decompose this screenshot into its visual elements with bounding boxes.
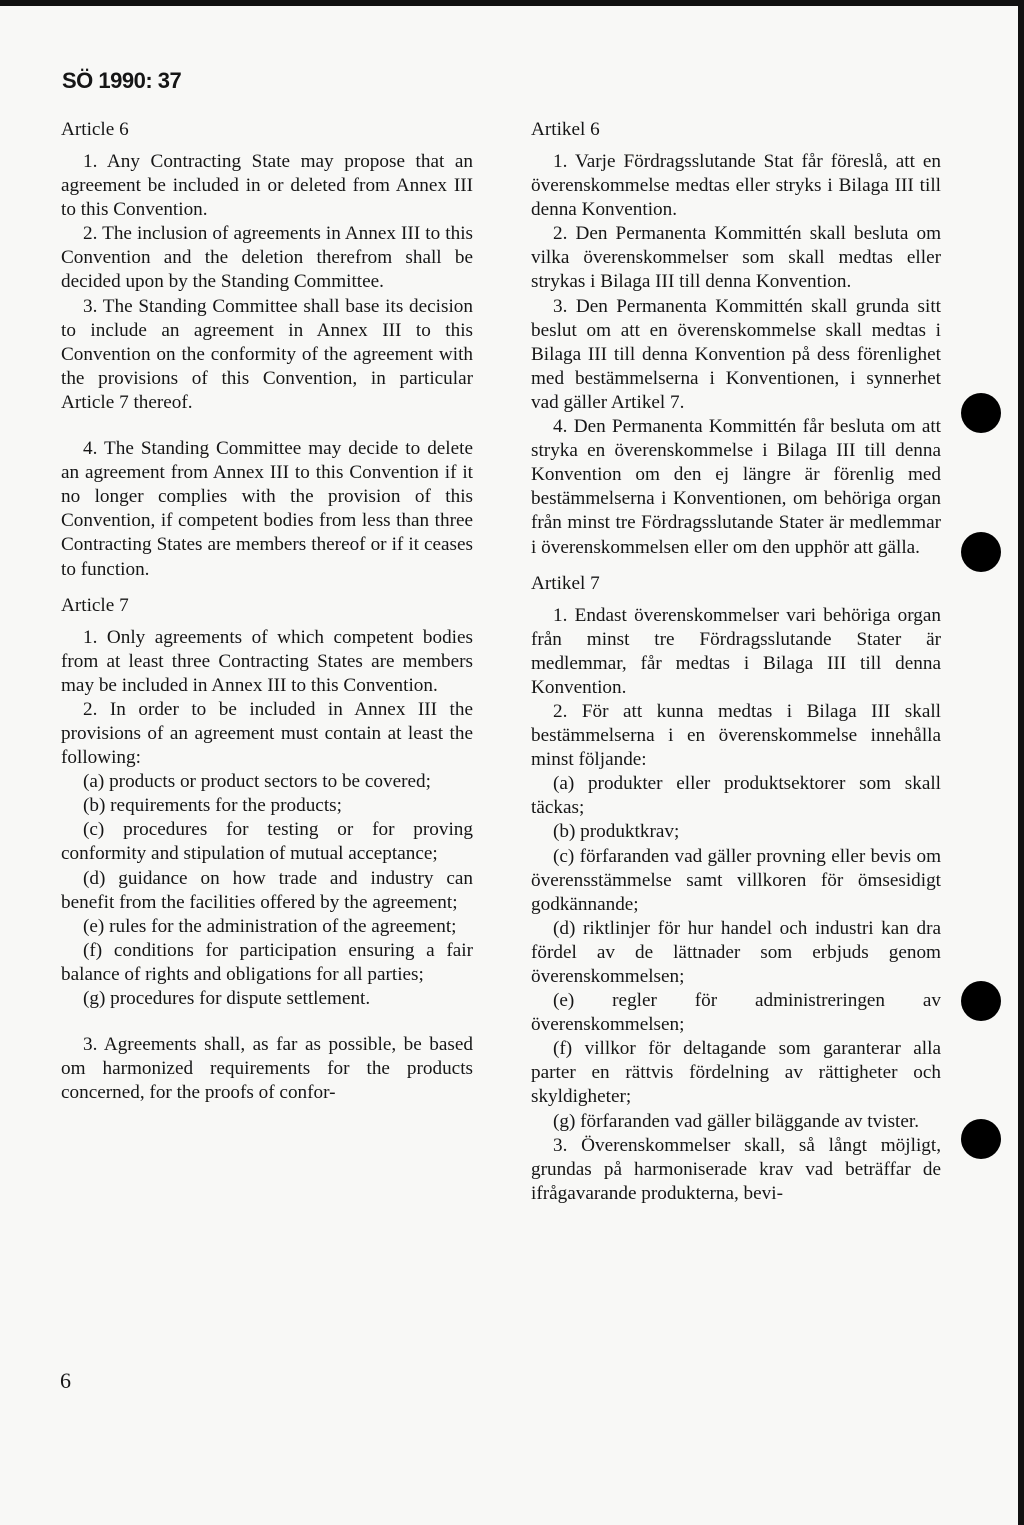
page-number: 6 xyxy=(60,1368,71,1393)
article-7-item-c: (c) procedures for testing or for proving conformity and stipulation of mutual acceptance; xyxy=(61,819,473,865)
article-7-para-1: 1. Only agreements of which competent bodies from at least three Contracting States are members may be included in Annex III to this Convention. xyxy=(61,626,473,696)
scan-border-right xyxy=(1018,0,1024,1525)
punch-hole-3 xyxy=(961,981,1001,1021)
artikel-7-item-b: (b) produktkrav; xyxy=(553,821,680,843)
article-7-item-b: (b) requirements for the products; xyxy=(83,795,342,817)
punch-hole-1 xyxy=(961,393,1001,433)
punch-hole-4 xyxy=(961,1119,1001,1159)
artikel-7-item-c: (c) förfaranden vad gäller provning eller bevis om överensstämmelse samt villkoren för ömsesidigt godkännande; xyxy=(531,845,941,915)
english-column xyxy=(61,118,473,1105)
article-6-para-4: 4. The Standing Committee may decide to delete an agreement from Annex III to this Convention if it no longer complies with the provision of this Convention, if competent bodies from less than three Contracting States are members thereof or if it ceases to function. xyxy=(61,438,473,580)
artikel-6-heading: Artikel 6 xyxy=(531,119,600,140)
scan-border-top xyxy=(0,0,1024,6)
artikel-7-item-f: (f) villkor för deltagande som garanterar alla parter en rättvis fördelning av rättigheter och skyldigheter; xyxy=(531,1038,941,1108)
article-6-para-3: 3. The Standing Committee shall base its decision to include an agreement in Annex III to this Convention on the conformity of the agreement with the provisions of this Convention, in particular Article 7 thereof. xyxy=(61,295,473,413)
article-6-para-1: 1. Any Contracting State may propose that an agreement be included in or deleted from Annex III to this Convention. xyxy=(61,151,473,221)
artikel-7-para-2: 2. För att kunna medtas i Bilaga III skall bestämmelserna i en överenskommelse innehålla minst följande: xyxy=(531,700,941,771)
artikel-6-para-3: 3. Den Permanenta Kommittén skall grunda sitt beslut om att en överenskommelse skall medtas i Bilaga III till denna Konvention på dess förenlighet med bestämmelserna i Konventionen, i synnerhet vad gäller Artikel 7. xyxy=(531,295,941,413)
artikel-7-item-g: (g) förfaranden vad gäller biläggande av tvister. xyxy=(553,1110,920,1132)
document-reference: SÖ 1990: 37 xyxy=(62,68,182,93)
artikel-7-para-1: 1. Endast överenskommelser vari behöriga organ från minst tre Fördragsslutande Stater är medlemmar, får medtas i Bilaga III till denna Konvention. xyxy=(531,604,941,698)
article-7-item-e: (e) rules for the administration of the agreement; xyxy=(83,915,457,937)
artikel-6-para-2: 2. Den Permanenta Kommittén skall besluta om vilka överenskommelser som skall medtas eller strykas i Bilaga III till denna Konvention. xyxy=(531,223,941,293)
article-7-heading: Article 7 xyxy=(61,594,129,616)
artikel-7-item-a: (a) produkter eller produktsektorer som skall täckas; xyxy=(531,773,941,819)
article-7-para-2: 2. In order to be included in Annex III the provisions of an agreement must contain at least the following: xyxy=(61,698,473,769)
artikel-6-para-1: 1. Varje Fördragsslutande Stat får föreslå, att en överenskommelse medtas eller stryks i Bilaga III till denna Konvention. xyxy=(531,151,941,221)
article-7-item-d: (d) guidance on how trade and industry can benefit from the facilities offered by the agreement; xyxy=(61,867,473,913)
article-7-item-a: (a) products or product sectors to be covered; xyxy=(83,771,431,793)
artikel-7-heading: Artikel 7 xyxy=(531,572,600,594)
article-6-para-2: 2. The inclusion of agreements in Annex III to this Convention and the deletion therefrom shall be decided upon by the Standing Committee. xyxy=(61,223,473,293)
artikel-7-para-3: 3. Överenskommelser skall, så långt möjligt, grundas på harmoniserade krav vad beträffar de ifrågavarande produkterna, bevi- xyxy=(531,1134,941,1204)
swedish-column xyxy=(531,118,941,1206)
article-7-para-3: 3. Agreements shall, as far as possible, be based om harmonized requirements for the products concerned, for the proofs of confor- xyxy=(61,1034,473,1104)
artikel-7-item-d: (d) riktlinjer för hur handel och industri kan dra fördel av de lättnader som erbjuds genom överenskommelsen; xyxy=(531,917,941,987)
article-7-item-f: (f) conditions for participation ensuring a fair balance of rights and obligations for all parties; xyxy=(61,939,473,985)
punch-hole-2 xyxy=(961,532,1001,572)
artikel-7-item-e: (e) regler för administreringen av överenskommelsen; xyxy=(531,990,941,1036)
article-6-heading: Article 6 xyxy=(61,119,129,140)
article-7-item-g: (g) procedures for dispute settlement. xyxy=(83,988,371,1009)
artikel-6-para-4: 4. Den Permanenta Kommittén får besluta om att stryka en överenskommelse i Bilaga III till denna Konvention om den ej längre är förenlig med bestämmelserna i Konventionen, om behöriga organ från minst tre Fördragsslutande Stater är medlemmar i överenskommelsen eller om den upphör att gälla. xyxy=(531,416,941,558)
